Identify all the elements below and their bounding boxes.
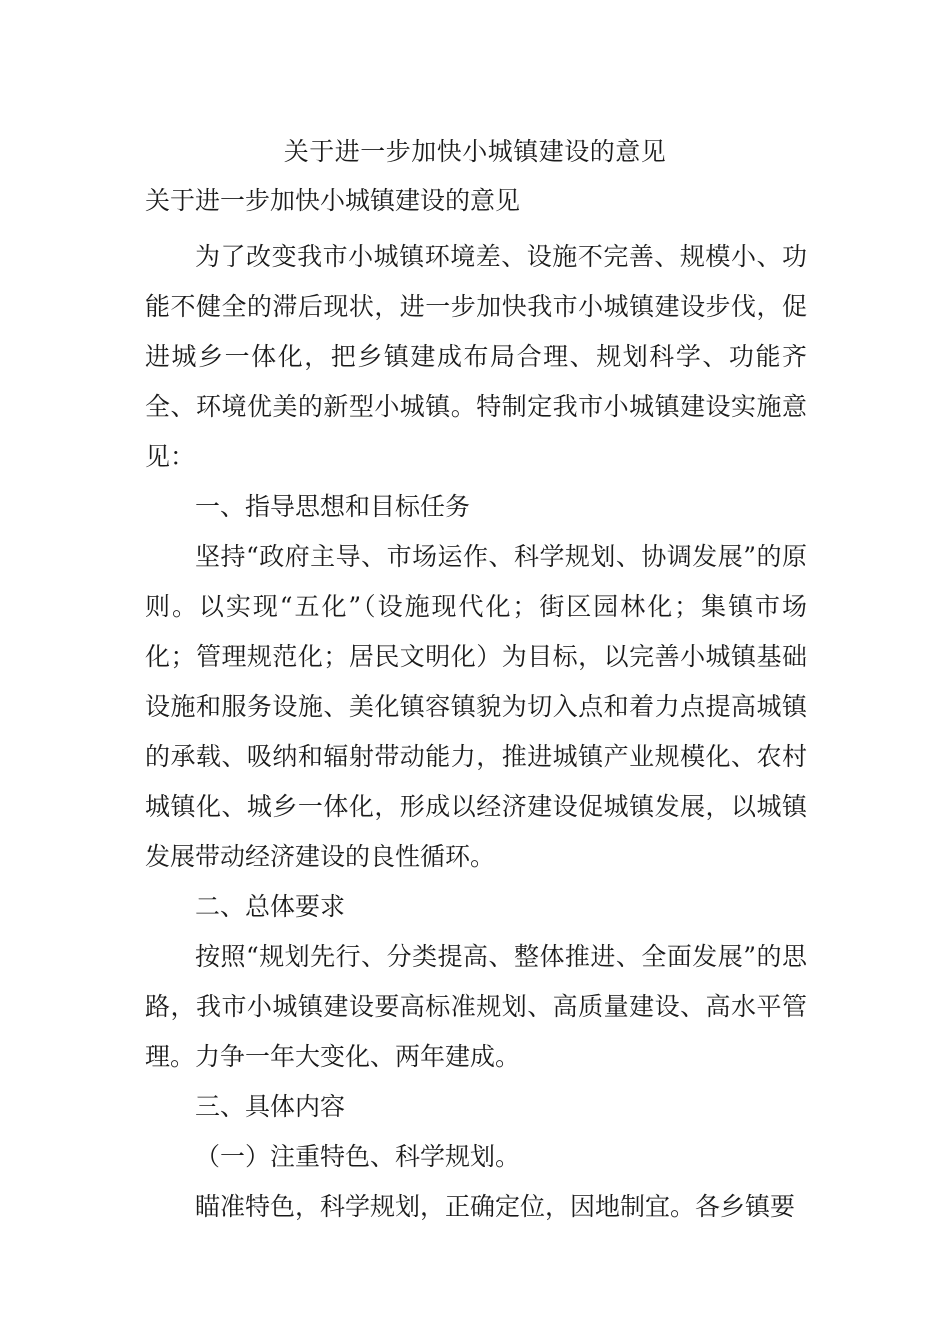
subsection-heading-1: （一）注重特色、科学规划。: [195, 1142, 521, 1171]
section-heading-1: 一、指导思想和目标任务: [195, 492, 471, 521]
document-body: [145, 232, 807, 1232]
document-subtitle: 关于进一步加快小城镇建设的意见: [145, 186, 521, 215]
paragraph-guiding-principles: 坚持“政府主导、市场运作、科学规划、协调发展”的原则。以实现“五化”（设施现代化；街区园林化；集镇市场化；管理规范化；居民文明化）为目标，以完善小城镇基础设施和服务设施、美化镇容镇貌为切入点和着力点提高城镇的承载、吸纳和辐射带动能力，推进城镇产业规模化、农村城镇化、城乡一体化，形成以经济建设促城镇发展，以城镇发展带动经济建设的良性循环。: [145, 542, 807, 871]
document-title: 关于进一步加快小城镇建设的意见: [283, 137, 667, 166]
section-heading-3: 三、具体内容: [195, 1092, 346, 1121]
paragraph-general-requirements: 按照“规划先行、分类提高、整体推进、全面发展”的思路，我市小城镇建设要高标准规划、高质量建设、高水平管理。力争一年大变化、两年建成。: [145, 942, 807, 1071]
paragraph-intro: 为了改变我市小城镇环境差、设施不完善、规模小、功能不健全的滞后现状，进一步加快我市小城镇建设步伐，促进城乡一体化，把乡镇建成布局合理、规划科学、功能齐全、环境优美的新型小城镇。特制定我市小城镇建设实施意见：: [145, 242, 807, 471]
paragraph-planning: 瞄准特色，科学规划，正确定位，因地制宜。各乡镇要: [195, 1192, 796, 1221]
section-heading-2: 二、总体要求: [195, 892, 346, 921]
